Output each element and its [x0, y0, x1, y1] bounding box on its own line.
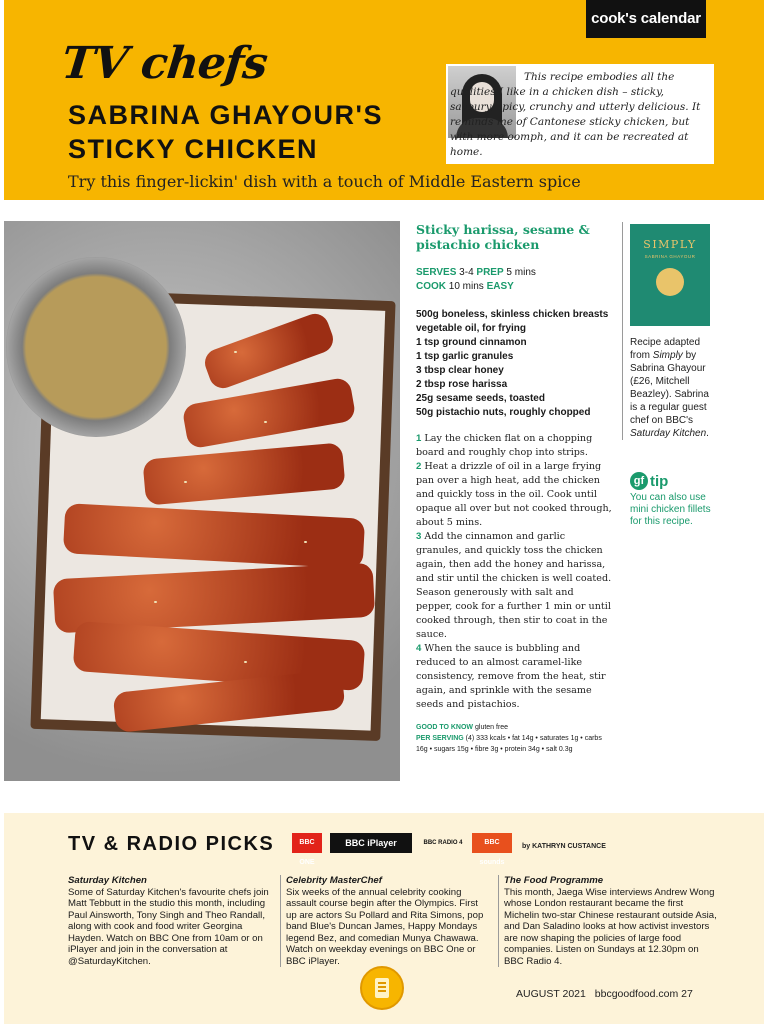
list-item: 1 tsp ground cinnamon — [416, 337, 527, 348]
nutrition-info: GOOD TO KNOW gluten free PER SERVING (4) 333 kcals • fat 14g • saturates 1g • carbs 16g • sugars 15g • fibre 3g • protein 34g • salt 0.3g — [416, 724, 602, 753]
difficulty: EASY — [486, 281, 514, 292]
contents-menu-button[interactable] — [360, 966, 404, 1010]
method-step: 3 Add the cinnamon and garlic granules, and quickly toss the chicken again, then add the honey and harissa, and stir until the chicken is well coated. Season generously with salt and pepper, cook for a further 1 min or until cooked through, then stir to coat in the sauce. — [416, 531, 612, 640]
list-item: 50g pistachio nuts, roughly chopped — [416, 407, 591, 418]
column-divider — [622, 222, 623, 440]
tip-box — [630, 472, 716, 528]
byline: by KATHRYN CUSTANCE — [522, 843, 606, 850]
recipe-column — [416, 222, 612, 755]
prep-label: PREP — [476, 267, 504, 278]
dish-photo — [4, 221, 400, 781]
method-step: 1 Lay the chicken flat on a chopping board and roughly chop into strips. — [416, 433, 593, 458]
list-item: vegetable oil, for frying — [416, 323, 527, 334]
method-list — [416, 432, 612, 712]
headline-line-2: STICKY CHICKEN — [68, 134, 319, 164]
headline-line-1: SABRINA GHAYOUR'S — [68, 100, 383, 130]
pick-saturday-kitchen: Saturday Kitchen Some of Saturday Kitchen's favourite chefs join Matt Tebbutt in the studio this month, including Paul Ainsworth, Tony Singh and Theo Randall, along with cook and food writer Georgina Hayden. Watch on BBC One from 10am or on iPlayer and join in the conversation at @SaturdayKitchen. — [68, 875, 269, 967]
picks-title: TV & RADIO PICKS — [68, 833, 275, 855]
chef-quote-box — [446, 64, 714, 164]
issue-date: AUGUST 2021 — [516, 988, 586, 1000]
recipe-meta — [416, 266, 612, 294]
list-item: 500g boneless, skinless chicken breasts — [416, 309, 609, 320]
radio4-logo: BBC RADIO 4 — [422, 831, 464, 855]
chef-quote: This recipe embodies all the qualities I like in a chicken dish – sticky, savoury, spicy, crunchy and utterly delicious. It reminds me of Cantonese sticky chicken, but with more oomph, and it can be recreated at home. — [450, 71, 701, 158]
cook-label: COOK — [416, 281, 446, 292]
recipe-credit: Recipe adapted from Simply by Sabrina Ghayour (£26, Mitchell Beazley). Sabrina is a regular guest chef on BBC's Saturday Kitchen. — [630, 337, 709, 439]
page-number: 27 — [681, 988, 693, 1000]
gluten-free-icon: gf — [630, 472, 648, 490]
list-item: 3 tbsp clear honey — [416, 365, 504, 376]
tip-text: You can also use mini chicken fillets for this recipe. — [630, 492, 711, 528]
ingredient-list — [416, 308, 612, 420]
page-title — [68, 98, 428, 166]
iplayer-logo: BBC iPlayer — [330, 833, 412, 853]
serves-label: SERVES — [416, 267, 457, 278]
list-item: 25g sesame seeds, toasted — [416, 393, 545, 404]
pick-celebrity-masterchef: Celebrity MasterChef Six weeks of the annual celebrity cooking assault course begin after the Olympics. First up are actors Su Pollard and Rita Simons, pop band Blue's Duncan James, Happy Mondays legend Bez, and comedian Munya Chawawa. Watch on weekday evenings on BBC One or BBC iPlayer. — [286, 875, 484, 967]
cook-value: 10 mins — [448, 281, 484, 292]
bbc-one-logo: BBC ONE — [292, 833, 322, 853]
page-footer — [516, 988, 693, 1000]
standfirst: Try this finger-lickin' dish with a touch of Middle Eastern spice — [68, 172, 581, 191]
list-item: 2 tbsp rose harissa — [416, 379, 508, 390]
sounds-logo: BBC sounds — [472, 833, 512, 853]
prep-value: 5 mins — [506, 267, 536, 278]
document-icon — [375, 978, 389, 998]
header-band — [4, 0, 764, 200]
series-title: TV chefs — [59, 38, 270, 89]
side-column — [630, 224, 716, 528]
site-link: bbcgoodfood.com — [594, 988, 679, 1000]
tip-label: tip — [650, 472, 669, 490]
book-cover: SIMPLY SABRINA GHAYOUR — [630, 224, 710, 326]
serves-value: 3-4 — [459, 267, 474, 278]
pistachio-bowl — [6, 257, 186, 437]
method-step: 2 Heat a drizzle of oil in a large frying pan over a high heat, add the chicken and quickly toss in the oil. Cook until opaque all over but not cooked through, about 5 mins. — [416, 461, 612, 528]
method-step: 4 When the sauce is bubbling and reduced to an almost caramel-like consistency, remove from the heat, stir again, and sprinkle with the sesame seeds and pistachios. — [416, 643, 606, 710]
recipe-title: Sticky harissa, sesame & pistachio chicken — [416, 222, 590, 252]
section-tab: cook's calendar — [586, 0, 706, 38]
list-item: 1 tsp garlic granules — [416, 351, 514, 362]
pick-food-programme: The Food Programme This month, Jaega Wise interviews Andrew Wong whose London restaurant became the first Michelin two-star Chinese restaurant outside Asia, and Dan Saladino looks at how activist investors are now shaping the policies of large food companies. Listen on Sundays at 12.30pm on BBC Radio 4. — [504, 875, 717, 967]
